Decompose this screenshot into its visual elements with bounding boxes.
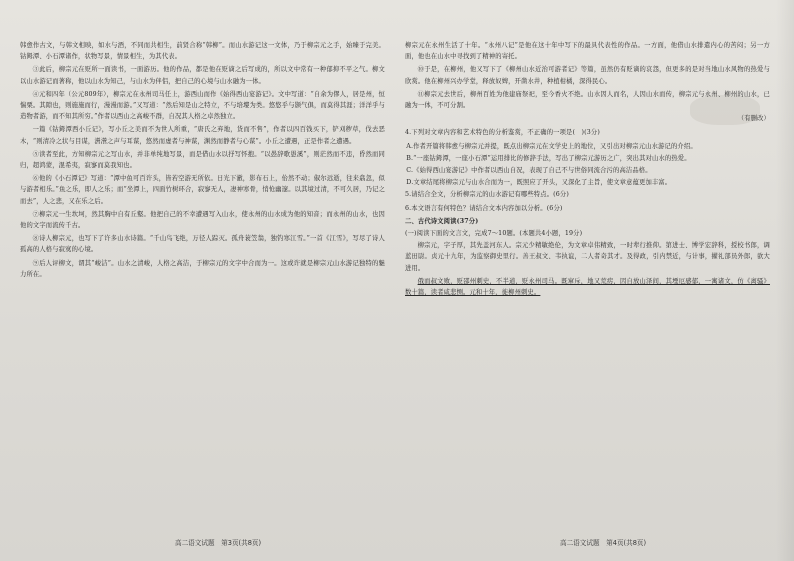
page-4 [405, 40, 770, 530]
page-footer: 高二语文试题 第3页(共8页) [175, 539, 262, 547]
paragraph: ⑪柳宗元去世后，柳州百姓为他建庙祭祀，至今香火不绝。山水因人而名，人因山水而传，柳宗元与永州、柳州的山水，已融为一体，不可分割。 [405, 90, 770, 110]
classical-passage: 柳宗元，字子厚，其先盖河东人。宗元少精敏绝伦，为文章卓伟精致，一时辈行推仰。第进士、博学宏辞科，授校书郎，调蓝田尉。贞元十九年，为监察御史里行。善王叔文、韦执谊，二人者奇其才。及得政，引内禁近，与计事，擢礼部员外郎，欲大进用。 [405, 242, 770, 272]
option-d: D.文章结尾将柳宗元与山水合而为一，既照应了开头，又深化了主旨，使文章意蕴更加丰富。 [406, 179, 672, 187]
paragraph: ⑤读者至此，方知柳宗元之写山水，并非单纯地写景，而是借山水以抒写怀抱。“以愚辞歌愚溪”，则茫然而不违，昏然而同归，超鸿蒙，混希夷，寂寥而莫我知也。 [20, 150, 385, 170]
section-title: 二、古代诗文阅读(37分) [405, 217, 479, 225]
option-c: C.《始得西山宴游记》中作者以西山自况，表现了自己不与世俗同流合污的高洁品格。 [406, 167, 652, 175]
paragraph: ⑥他的《小石潭记》写道：“潭中鱼可百许头，皆若空游无所依。日光下澈，影布石上，佁然不动；俶尔远逝，往来翕忽，似与游者相乐。”鱼之乐，即人之乐；而“坐潭上，四面竹树环合，寂寥无人，凄神寒骨，悄怆幽邃。以其境过清，不可久居，乃记之而去”，人之悲，又在乐之后。 [20, 175, 385, 205]
paragraph: ⑧诗人柳宗元，也写下了许多山水诗篇。“千山鸟飞绝，万径人踪灭。孤舟蓑笠翁，独钓寒江雪。”一首《江雪》，写尽了诗人孤高的人格与寂寞的心境。 [20, 235, 385, 254]
paragraph: ③此后，柳宗元在贬所一面读书，一面游历。他的作品，都是他在贬谪之后写成的，所以文中常有一种郁抑不平之气。柳文以山水游记而著称，他以山水为知己，与山水为伴侣，把自己的心境与山水融为一体。 [20, 66, 385, 85]
page-footer: 高二语文试题 第4页(共8页) [560, 539, 647, 547]
paragraph: 韩愈作古文，与韩文相映，如水与酒，不同而共相生，前贤合称“韩柳”。而山水游记这一文体，乃于柳宗元之手，始臻于完美。钴鉧潭、小石潭诸作，状物写景，情景相生，为其代表。 [20, 42, 385, 61]
source-note: （有删改） [737, 115, 770, 123]
question-5: 5.请结合全文，分析柳宗元的山水游记有哪些特点。(6分) [405, 191, 569, 199]
scan-edge-shadow [776, 0, 794, 561]
paragraph: 柳宗元在永州生活了十年。“永州八记”是他在这十年中写下的最具代表性的作品。一方面，他借山水排遣内心的苦闷；另一方面，他也在山水中寻找到了精神的寄托。 [405, 42, 770, 61]
paragraph: ⑩于是，在柳州，他又写下了《柳州山水近治可游者记》等篇，虽然仍有贬谪的哀怨，但更多的是对当地山水风物的热爱与欣赏。他在柳州兴办学堂，释放奴婢，开凿水井，种植柑橘，深得民心。 [405, 66, 770, 85]
classical-passage-underlined: 俄而叔文败，贬邵州刺史，不半道，贬永州司马。既窜斥，地又荒疠，因自放山泽间，其堙厄感郁，一寓诸文，仿《离骚》数十篇，读者咸悲恻。元和十年，徙柳州刺史。 [405, 277, 770, 297]
paragraph: ⑨后人评柳文，谓其“峻洁”。山水之清峻，人格之高洁，于柳宗元的文字中合而为一。这或许就是柳宗元山水游记独特的魅力所在。 [20, 259, 385, 278]
question-4: 4.下列对文章内容和艺术特色的分析鉴赏，不正确的一项是( )(3分) [405, 129, 600, 137]
paragraph: 一篇《钴鉧潭西小丘记》，写小丘之美而不为世人所重，“唐氏之弃地，货而不售”，作者以四百钱买下，铲刈秽草，伐去恶木，“则清冷之状与目谋，瀯瀯之声与耳谋，悠然而虚者与神谋，渊然而静者与心谋”。小丘之遭遇，正是作者之遭遇。 [20, 126, 385, 145]
option-b: B.“一座钴鉧潭，一座小石潭”运用排比的修辞手法，写出了柳宗元游历之广，突出其对山水的热爱。 [406, 154, 691, 162]
option-a: A.作者开篇将韩愈与柳宗元并提，既点出柳宗元在文学史上的地位，又引出对柳宗元山水游记的介绍。 [406, 142, 697, 150]
question-6: 6.本文语言有何特色？请结合文本内容加以分析。(6分) [405, 204, 563, 212]
paragraph: ④元和四年（公元809年），柳宗元在永州司马任上，游西山而作《始得西山宴游记》。文中写道：“自余为僇人，居是州，恒惴栗。其隙也，则施施而行，漫漫而游。”又写道：“然后知是山之特立，不与培塿为类。悠悠乎与颢气俱，而莫得其涯；洋洋乎与造物者游，而不知其所穷。”作者以西山之高峻不群，自况其人格之卓然独立。 [20, 90, 385, 121]
page-3 [20, 40, 385, 530]
subsection-title: (一)阅读下面的文言文，完成7～10题。(本题共4小题，19分) [405, 230, 583, 238]
paragraph: ⑦柳宗元一生坎坷，然其胸中自有丘壑。他把自己的不幸遭遇写入山水，使永州的山水成为他的知音；而永州的山水，也因他的文字而流传千古。 [20, 210, 385, 230]
